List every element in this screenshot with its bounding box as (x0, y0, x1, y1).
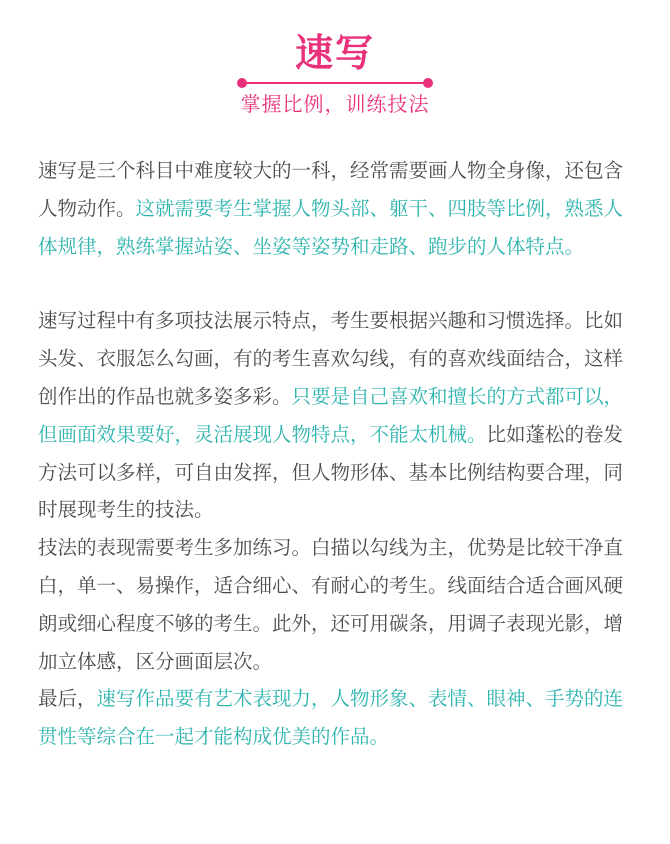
paragraph-2-text: 速写过程中有多项技法展示特点，考生要根据兴趣和习惯选择。比如头发、衣服怎么勾画，有的考生喜欢勾线，有的喜欢线面结合，这样创作出的作品也就多姿多彩。 (38, 309, 624, 408)
paragraph-spacer (38, 265, 638, 302)
title-divider (237, 78, 433, 88)
paragraph-2-highlight: 只要是自己喜欢和擅长的方式都可以，但画面效果要好，灵活展现人物特点，不能太机械。 (38, 384, 624, 446)
paragraph-1-text: 速写是三个科目中难度较大的一科，经常需要画人物全身像，还包含人物动作。 (38, 159, 624, 220)
article-body (38, 152, 638, 756)
paragraph-4 (38, 680, 638, 756)
article-header (0, 30, 670, 118)
paragraph-2-text-after: 比如蓬松的卷发方法可以多样，可自由发挥，但人物形体、基本比例结构要合理，同时展现考生的技法。 (38, 422, 624, 522)
paragraph-3-text: 技法的表现需要考生多加练习。白描以勾线为主，优势是比较干净直白，单一、易操作，适合细心、有耐心的考生。线面结合适合画风硬朗或细心程度不够的考生。此外，还可用碳条，用调子表现光影，增加立体感，区分画面层次。 (38, 536, 624, 673)
divider-dot-right (423, 78, 433, 88)
paragraph-1-highlight: 这就需要考生掌握人物头部、躯干、四肢等比例，熟悉人体规律，熟练掌握站姿、坐姿等姿势和走路、跑步的人体特点。 (38, 196, 624, 258)
paragraph-2 (38, 302, 638, 529)
paragraph-4-highlight: 速写作品要有艺术表现力，人物形象、表情、眼神、手势的连贯性等综合在一起才能构成优美的作品。 (38, 687, 624, 749)
paragraph-3 (38, 529, 638, 680)
paragraph-4-text: 最后， (38, 687, 97, 711)
paragraph-1 (38, 152, 638, 265)
page-subtitle: 掌握比例，训练技法 (240, 92, 430, 116)
divider-line (242, 82, 428, 84)
page-title: 速写 (294, 31, 375, 75)
